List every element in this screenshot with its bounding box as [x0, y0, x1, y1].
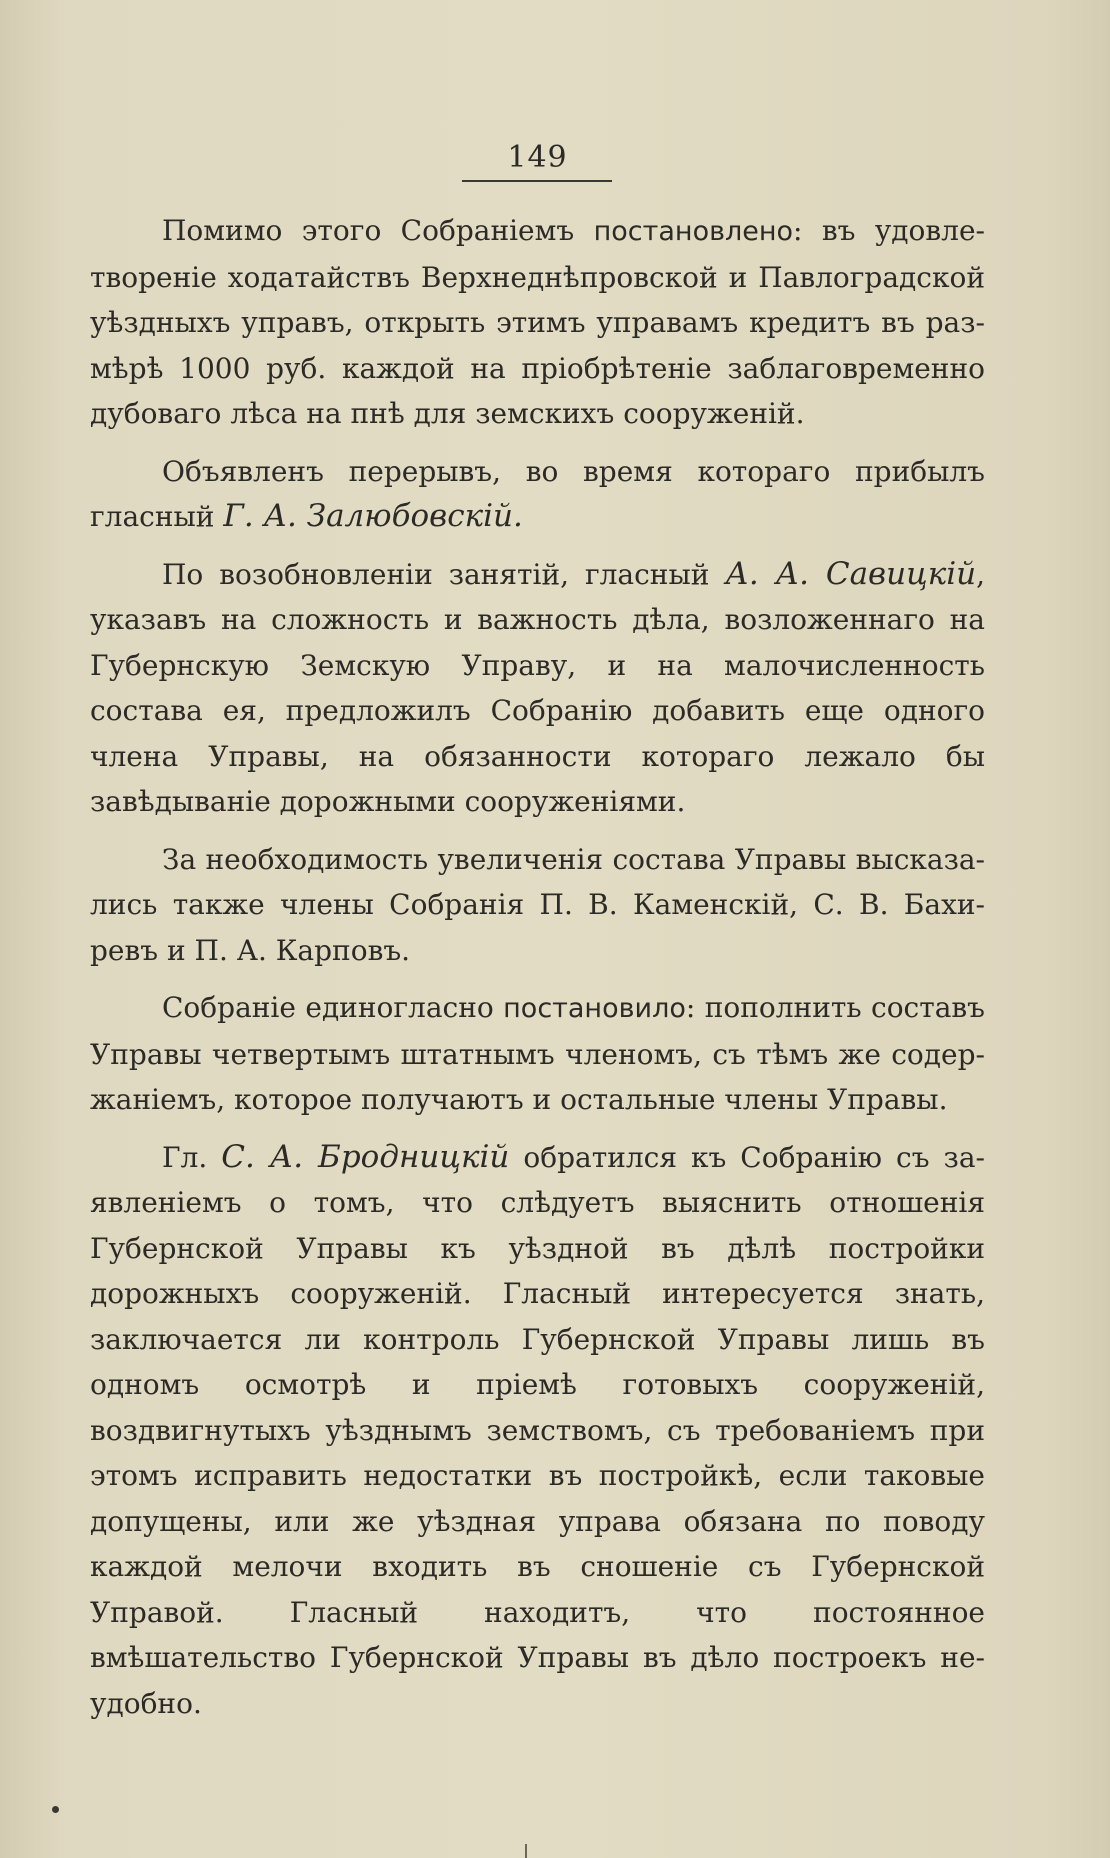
person-name: Г. А. Залюбовскій. — [223, 498, 523, 534]
paragraph-text: обратился къ Собранію съ заявленіемъ о томъ, что слѣдуетъ выяснить отношенія Губернской Управы къ уѣздной въ дѣлѣ постройки дорожныхъ сооруженій. Гласный интересуется знать, заключается ли контроль Губернской Управы лишь въ одномъ осмотрѣ и пріемѣ готовыхъ сооруженій, воздвигнутыхъ уѣзднымъ земствомъ, съ требованіемъ при этомъ исправить недостатки въ постройкѣ, если таковые допущены, или же уѣздная управа обязана по поводу каждой мелочи входить въ сношеніе съ Губернской Управой. Гласный находитъ, что постоянное вмѣшательство Губернской Управы въ дѣло построекъ неудобно. — [90, 1140, 985, 1720]
margin-mark — [525, 1844, 527, 1858]
person-name: С. А. Бродницкій — [221, 1138, 510, 1175]
paragraph-text: По возобновленіи занятій, гласный — [162, 557, 726, 591]
page-number: 149 — [507, 140, 568, 175]
paragraph-text: Помимо этого Собраніемъ — [162, 214, 594, 247]
paragraph-text: Объявленъ перерывъ, во время котораго прибылъ гласный — [90, 454, 985, 533]
ink-spot — [52, 1806, 59, 1813]
header-rule — [462, 180, 612, 182]
paragraph-support-members — [90, 837, 985, 974]
body-text — [90, 208, 985, 1738]
person-name: А. А. Савицкій — [725, 555, 977, 592]
paragraph-text: За необходимость увеличенія состава Управы высказались также члены Собранія П. В. Каменскій, С. В. Бахиревъ и П. А. Карповъ. — [90, 842, 985, 967]
paragraph-text: Собраніе единогласно — [162, 991, 504, 1024]
paragraph-text: , указавъ на сложность и важность дѣла, возложеннаго на Губернскую Земскую Управу, и на малочисленность состава ея, предложилъ Собранію добавить еще одного члена Управы, на обязанности котораго лежало бы завѣдываніе дорожными сооруженіями. — [90, 557, 985, 818]
paragraph-brodnitsky-statement — [90, 1135, 985, 1727]
paragraph-savitsky-proposal — [90, 552, 985, 825]
paragraph-text: : пополнить составъ Управы четвертымъ штатнымъ членомъ, съ тѣмъ же содержаніемъ, которое получаютъ и остальные члены Управы. — [90, 991, 985, 1116]
paragraph-resolution-fourth-member — [90, 985, 985, 1123]
emphasis-resolved: постановлено — [593, 216, 794, 247]
paragraph-text: Гл. — [162, 1140, 222, 1174]
paragraph-text: : въ удовлетвореніе ходатайствъ Верхнеднѣпровской и Павлоградской уѣздныхъ управъ, открыть этимъ управамъ кредитъ въ размѣрѣ 1000 руб. каждой на пріобрѣтеніе заблаговременно дубоваго лѣса на пнѣ для земскихъ сооруженій. — [90, 214, 985, 430]
emphasis-resolved: постановило — [503, 993, 686, 1024]
paragraph-break-announced — [90, 449, 985, 540]
paragraph-resolution-credit — [90, 208, 985, 437]
